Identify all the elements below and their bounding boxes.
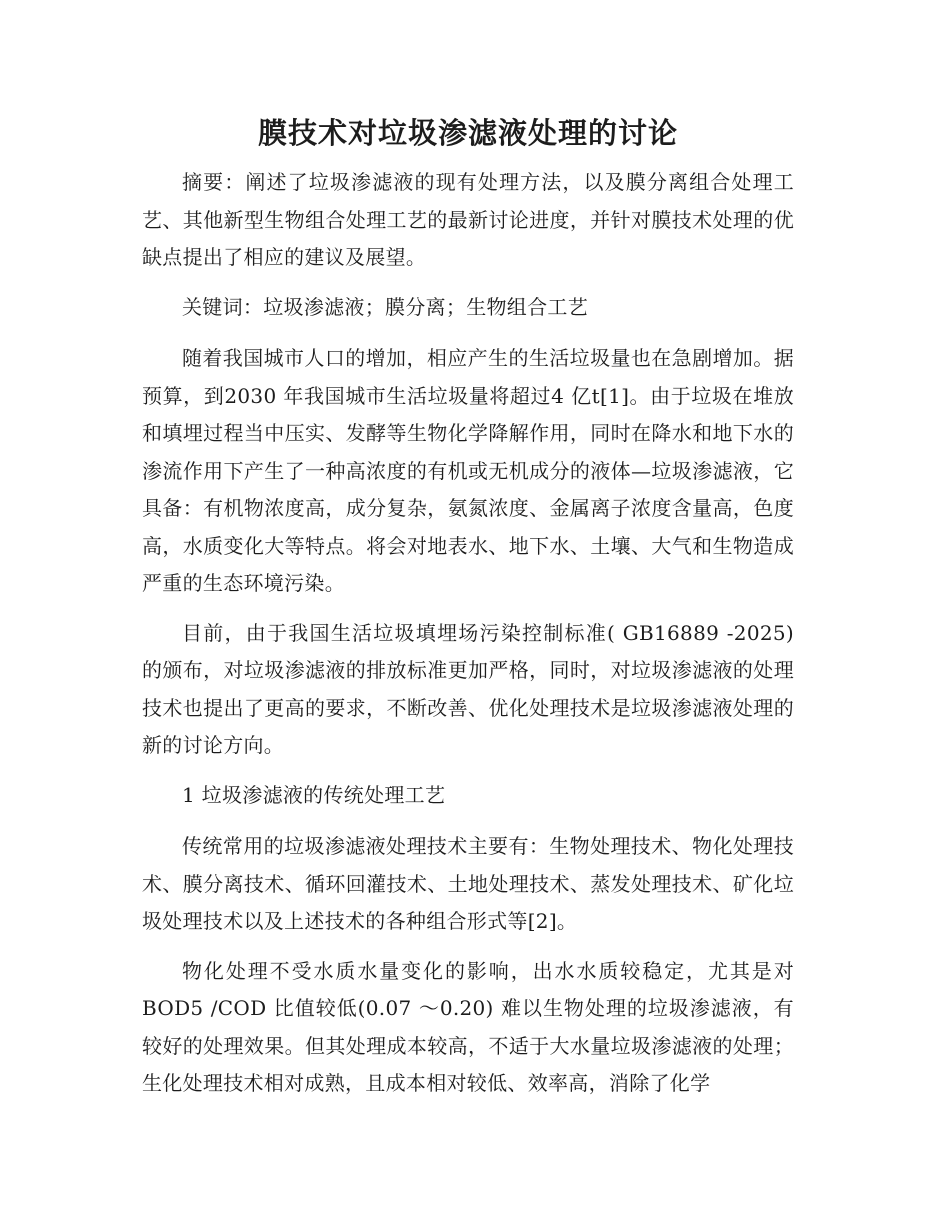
intro-paragraph: 随着我国城市人口的增加，相应产生的生活垃圾量也在急剧增加。据预算，到2030 年我国城市生活垃圾量将超过4 亿t[1]。由于垃圾在堆放和填埋过程当中压实、发酵等生物化学降解作用，同时在降水和地下水的渗流作用下产生了一种高浓度的有机或无机成分的液体—垃圾渗滤液，它具备：有机物浓度高，成分复杂，氨氮浓度、金属离子浓度含量高，色度高，水质变化大等特点。将会对地表水、地下水、土壤、大气和生物造成严重的生态环境污染。	[142, 346, 794, 595]
traditional-methods-paragraph: 传统常用的垃圾渗滤液处理技术主要有：生物处理技术、物化处理技术、膜分离技术、循环回灌技术、土地处理技术、蒸发处理技术、矿化垃圾处理技术以及上述技术的各种组合形式等[2]。	[142, 834, 794, 933]
section-heading-1: 1 垃圾渗滤液的传统处理工艺	[182, 782, 446, 807]
physicochemical-paragraph: 物化处理不受水质水量变化的影响，出水水质较稳定，尤其是对BOD5 /COD 比值较低(0.07 ～0.20) 难以生物处理的垃圾渗滤液，有较好的处理效果。但其处理成本较高，不适于大水量垃圾渗滤液的处理；生化处理技术相对成熟，且成本相对较低、效率高，消除了化学	[142, 958, 794, 1095]
standard-paragraph: 目前，由于我国生活垃圾填埋场污染控制标准( GB16889 -2025) 的颁布，对垃圾渗滤液的排放标准更加严格，同时，对垃圾渗滤液的处理技术也提出了更高的要求，不断改善、优化处理技术是垃圾渗滤液处理的新的讨论方向。	[142, 620, 794, 757]
document-title: 膜技术对垃圾渗滤液处理的讨论	[257, 116, 678, 150]
keywords-paragraph: 关键词：垃圾渗滤液；膜分离；生物组合工艺	[182, 294, 588, 319]
abstract-paragraph: 摘要：阐述了垃圾渗滤液的现有处理方法，以及膜分离组合处理工艺、其他新型生物组合处理工艺的最新讨论进度，并针对膜技术处理的优缺点提出了相应的建议及展望。	[142, 170, 794, 269]
